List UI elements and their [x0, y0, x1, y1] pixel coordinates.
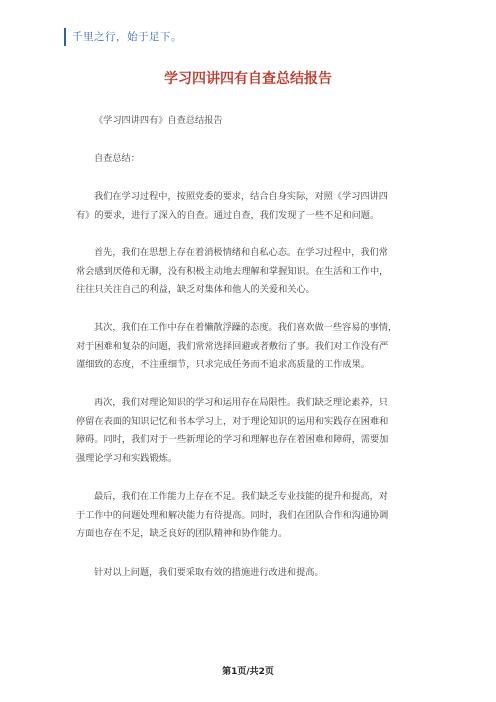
- paragraph-line: 《学习四讲四有》自查总结报告: [94, 115, 223, 126]
- document-title: 学习四讲四有自查总结报告: [164, 71, 332, 87]
- paragraph-summary-heading: [76, 150, 428, 169]
- paragraph-first: [76, 244, 428, 300]
- paragraph-line: 自查总结：: [94, 153, 140, 164]
- header-motto: 千里之行，始于足下。: [72, 31, 182, 43]
- page-number: 第1页/共2页: [222, 667, 274, 677]
- paragraph-line: 对于困难和复杂的问题，我们常常选择回避或者敷衍了事。我们对工作没有严: [76, 340, 389, 352]
- paragraph-line: 我们在学习过程中，按照党委的要求，结合自身实际，对照《学习四讲四: [94, 191, 388, 202]
- paragraph-line: 障碍。同时，我们对于一些新理论的学习和理解也存在着困难和障碍，需要加: [76, 434, 389, 445]
- paragraph-line: 常会感到厌倦和无聊，没有积极主动地去理解和掌握知识。在生活和工作中，: [76, 265, 389, 277]
- paragraph-line: 最后，我们在工作能力上存在不足。我们缺乏专业技能的提升和提高，对: [94, 491, 388, 502]
- paragraph-third: [76, 394, 428, 468]
- paragraph-conclusion: [76, 564, 428, 583]
- paragraph-subtitle: [76, 112, 428, 131]
- paragraph-line: 强理论学习和实践锻炼。: [76, 452, 178, 464]
- paragraph-line: 针对以上问题，我们要采取有效的措施进行改进和提高。: [94, 567, 324, 578]
- paragraph-line: 谨细致的态度，不注重细节，只求完成任务而不追求高质量的工作成果。: [76, 359, 370, 370]
- header-accent-bar: [64, 28, 66, 46]
- paragraph-line: 再次，我们对理论知识的学习和运用存在局限性。我们缺乏理论素养，只: [94, 397, 388, 408]
- paragraph-line: 其次，我们在工作中存在着懒散浮躁的态度。我们喜欢做一些容易的事情，: [94, 322, 398, 333]
- paragraph-line: 有》的要求，进行了深入的自查。通过自查，我们发现了一些不足和问题。: [76, 209, 380, 221]
- paragraph-line: 停留在表面的知识记忆和书本学习上，对于理论知识的运用和实践存在困难和: [76, 415, 389, 427]
- paragraph-line: 于工作中的问题处理和解决能力有待提高。同时，我们在团队合作和沟通协调: [76, 509, 389, 521]
- paragraph-line: 首先，我们在思想上存在着消极情绪和自私心态。在学习过程中，我们常: [94, 247, 388, 258]
- paragraph-intro: [76, 188, 428, 225]
- paragraph-line: 方面也存在不足，缺乏良好的团队精神和协作能力。: [76, 528, 288, 539]
- paragraph-fourth: [76, 488, 428, 544]
- paragraph-line: 往往只关注自己的利益，缺乏对集体和他人的关爱和关心。: [76, 284, 315, 295]
- paragraph-second: [76, 319, 428, 375]
